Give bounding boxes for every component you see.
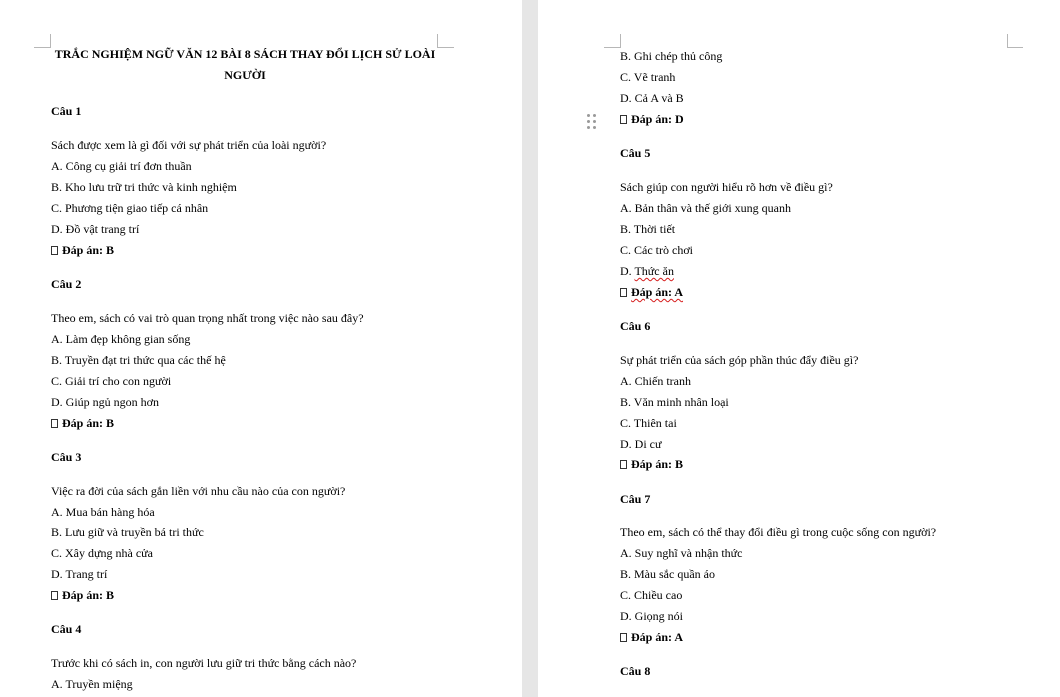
- option-b[interactable]: B. Thời tiết: [620, 222, 676, 236]
- option-b[interactable]: B. Lưu giữ và truyền bá tri thức: [51, 525, 204, 539]
- question-text[interactable]: Sách được xem là gì đối với sự phát triển của loài người?: [51, 138, 327, 152]
- option-c[interactable]: C. Giải trí cho con người: [51, 374, 172, 388]
- question-text[interactable]: Theo em, sách có vai trò quan trọng nhất trong việc nào sau đây?: [51, 311, 364, 325]
- option-a[interactable]: A. Công cụ giải trí đơn thuần: [51, 159, 192, 173]
- option-b[interactable]: B. Màu sắc quần áo: [620, 567, 715, 581]
- option-d-word: Thức ăn: [634, 264, 674, 278]
- option-b[interactable]: B. Ghi chép thủ công: [620, 49, 723, 63]
- option-d[interactable]: D. Trang trí: [51, 567, 108, 581]
- option-d[interactable]: D. Đồ vật trang trí: [51, 222, 140, 236]
- question-text[interactable]: Sách giúp con người hiểu rõ hơn về điều gì?: [620, 180, 833, 194]
- checkbox-icon: [51, 591, 58, 600]
- crop-mark: [620, 34, 621, 48]
- crop-mark: [1007, 47, 1023, 48]
- option-d[interactable]: D. Cả A và B: [620, 91, 684, 105]
- left-page: [0, 0, 522, 697]
- checkbox-icon: [620, 115, 627, 124]
- question-text[interactable]: Việc ra đời của sách gắn liền với nhu cầu nào của con người?: [51, 484, 346, 498]
- answer-text: Đáp án: A: [631, 285, 684, 299]
- option-b[interactable]: B. Văn minh nhân loại: [620, 395, 729, 409]
- answer-line[interactable]: [620, 111, 684, 127]
- checkbox-icon: [51, 246, 58, 255]
- answer-text: Đáp án: B: [62, 416, 115, 430]
- option-d-prefix: D.: [620, 264, 635, 278]
- option-a[interactable]: A. Truyền miệng: [51, 677, 133, 691]
- crop-mark: [604, 47, 620, 48]
- option-c[interactable]: C. Vẽ tranh: [620, 70, 676, 84]
- answer-line[interactable]: [620, 456, 683, 472]
- option-a[interactable]: A. Bản thân và thế giới xung quanh: [620, 201, 791, 215]
- answer-line[interactable]: [620, 629, 683, 645]
- option-c[interactable]: C. Thiên tai: [620, 416, 677, 430]
- option-d[interactable]: D. Giọng nói: [620, 609, 683, 623]
- right-page: [538, 0, 1060, 697]
- answer-line[interactable]: [51, 415, 114, 431]
- question-heading[interactable]: Câu 2: [51, 277, 82, 291]
- question-text[interactable]: Theo em, sách có thể thay đổi điều gì trong cuộc sống con người?: [620, 525, 937, 539]
- question-heading[interactable]: Câu 1: [51, 104, 82, 118]
- option-a[interactable]: A. Làm đẹp không gian sống: [51, 332, 191, 346]
- question-heading[interactable]: Câu 4: [51, 622, 82, 636]
- question-heading[interactable]: Câu 7: [620, 492, 651, 506]
- answer-text: Đáp án: B: [631, 457, 684, 471]
- question-heading[interactable]: Câu 5: [620, 146, 651, 160]
- option-d[interactable]: D. Di cư: [620, 437, 662, 451]
- option-b[interactable]: B. Kho lưu trữ tri thức và kinh nghiệm: [51, 180, 237, 194]
- option-c[interactable]: C. Chiều cao: [620, 588, 683, 602]
- checkbox-icon: [620, 460, 627, 469]
- option-d[interactable]: [620, 263, 674, 279]
- crop-mark: [438, 47, 454, 48]
- option-d[interactable]: D. Giúp ngủ ngon hơn: [51, 395, 160, 409]
- checkbox-icon: [620, 288, 627, 297]
- option-c[interactable]: C. Phương tiện giao tiếp cá nhân: [51, 201, 209, 215]
- checkbox-icon: [620, 633, 627, 642]
- answer-line[interactable]: [51, 242, 114, 258]
- checkbox-icon: [51, 419, 58, 428]
- drag-handle-icon[interactable]: [586, 113, 598, 131]
- answer-text: Đáp án: B: [62, 243, 115, 257]
- question-heading[interactable]: Câu 3: [51, 450, 82, 464]
- answer-text: Đáp án: B: [62, 588, 115, 602]
- answer-line[interactable]: [51, 587, 114, 603]
- option-c[interactable]: C. Các trò chơi: [620, 243, 693, 257]
- crop-mark: [34, 47, 50, 48]
- answer-text: Đáp án: D: [631, 112, 684, 126]
- crop-mark: [1007, 34, 1008, 48]
- document-title[interactable]: TRẮC NGHIỆM NGỮ VĂN 12 BÀI 8 SÁCH THAY ĐỔI LỊCH SỬ LOÀI NGƯỜI: [54, 47, 436, 82]
- option-c[interactable]: C. Xây dựng nhà cửa: [51, 546, 153, 560]
- question-heading[interactable]: Câu 6: [620, 319, 651, 333]
- option-b[interactable]: B. Truyền đạt tri thức qua các thế hệ: [51, 353, 226, 367]
- option-a[interactable]: A. Suy nghĩ và nhận thức: [620, 546, 743, 560]
- page-gutter: [522, 0, 538, 697]
- answer-line[interactable]: [620, 284, 683, 300]
- option-a[interactable]: A. Mua bán hàng hóa: [51, 505, 155, 519]
- question-heading[interactable]: Câu 8: [620, 664, 651, 678]
- question-text[interactable]: Sự phát triển của sách góp phần thúc đẩy điều gì?: [620, 353, 859, 367]
- option-a[interactable]: A. Chiến tranh: [620, 374, 691, 388]
- answer-text: Đáp án: A: [631, 630, 684, 644]
- question-text[interactable]: Trước khi có sách in, con người lưu giữ tri thức bằng cách nào?: [51, 656, 357, 670]
